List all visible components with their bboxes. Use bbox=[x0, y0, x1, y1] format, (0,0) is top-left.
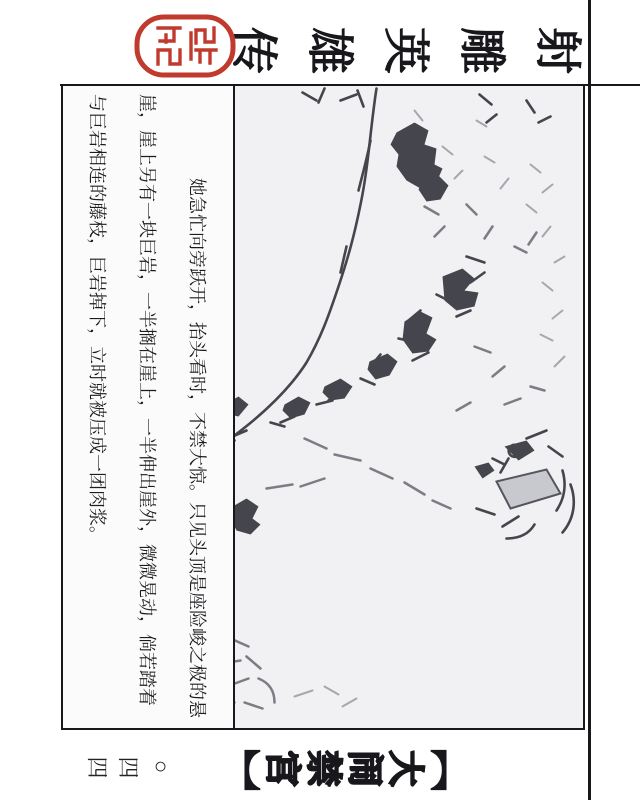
caption-line: 与巨岩相连的藤枝，巨岩掉下，立时就被压成一团肉浆。 bbox=[87, 94, 107, 544]
bracket-close: 】 bbox=[214, 743, 261, 789]
caption-line: 崖，崖上另有一块巨岩，一半搁在崖上，一半伸出崖外，微微晃动，倘若踏着 bbox=[137, 94, 157, 706]
illustration bbox=[235, 86, 583, 728]
title-strip bbox=[0, 0, 640, 84]
red-seal-icon bbox=[132, 13, 238, 79]
bracket-open: 【 bbox=[425, 743, 472, 789]
story-panel bbox=[61, 84, 585, 730]
book-title: 射雕英雄传 bbox=[203, 20, 583, 72]
caption bbox=[63, 86, 233, 728]
line-art-illustration bbox=[235, 87, 583, 728]
page-number: ○四四 bbox=[78, 754, 174, 779]
outer-top-rule bbox=[588, 0, 591, 800]
volume-title: 大闹禁宫 bbox=[261, 746, 425, 786]
edge-strip bbox=[60, 732, 588, 800]
caption-line: 她急忙向旁跃开，抬头看时，不禁大惊。只见头顶是座险峻之极的悬 bbox=[187, 178, 207, 718]
volume-label bbox=[214, 743, 472, 789]
